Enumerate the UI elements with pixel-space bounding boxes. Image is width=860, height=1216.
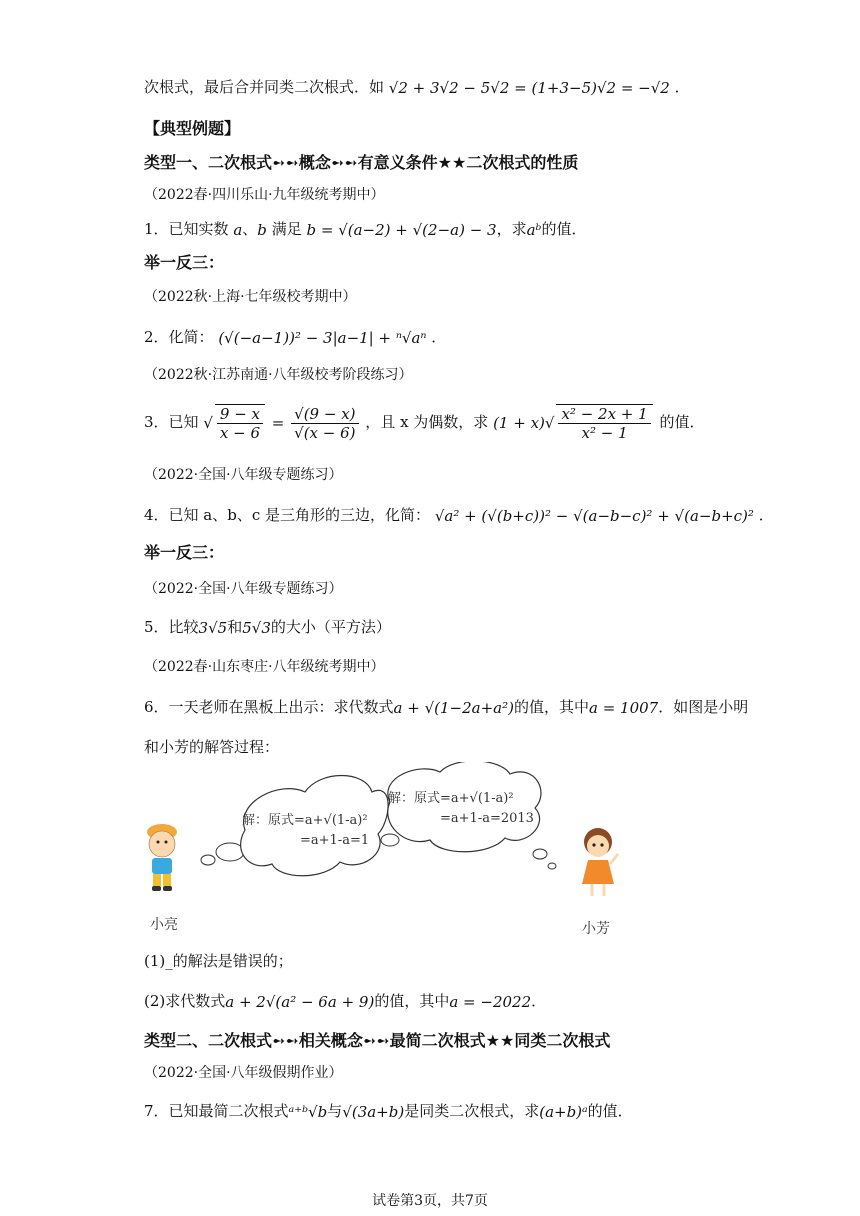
q5-f2: 5√3 xyxy=(242,619,271,637)
q2-end: ． xyxy=(431,328,447,346)
q2-source: （2022秋·上海·七年级校考期中） xyxy=(144,289,357,305)
q7-text-b: 与 xyxy=(327,1102,343,1120)
intro-formula: √2 + 3√2 − 5√2 = (1+3−5)√2 = −√2 xyxy=(388,79,670,97)
intro-text: 次根式，最后合并同类二次根式．如 xyxy=(144,78,385,96)
q4-source: （2022·全国·八年级专题练习） xyxy=(144,467,343,483)
q6-formula: a + √(1−2a+a²) xyxy=(393,699,514,717)
q1-var-b: b xyxy=(257,221,267,239)
q1-text-d: 的值． xyxy=(541,220,587,238)
q5-text-b: 和 xyxy=(227,618,243,636)
q3-rhs-fraction xyxy=(291,405,358,442)
question-6 xyxy=(144,696,748,719)
q1-formula2: aᵇ xyxy=(526,221,542,239)
q7-text-a: 7．已知最简二次根式 xyxy=(144,1102,289,1120)
bubble2-line2: =a+1-a=2013 xyxy=(440,811,534,826)
cloud-bubble-left xyxy=(241,776,389,876)
intro-line xyxy=(144,76,690,99)
practice-heading-1: 举一反三： xyxy=(144,253,225,272)
cloud-bubble-right xyxy=(388,762,541,852)
q5-f1: 3√5 xyxy=(198,619,228,637)
question-3: 3．已知 √ $\frac{9 - x}{x - 6}$ = $\frac{√(9 - x)}{√(x - 6)}$ ，且 x 为偶数，求 (1 + x)√ $\frac{\text{x² − 2x + 1}}{\text{x² − 1}}$ 的值． xyxy=(144,404,705,442)
bubble2-line1: 解：原式=a+√(1-a)² xyxy=(388,791,514,806)
q6-line2: 和小芳的解答过程： xyxy=(144,738,280,756)
q4-text: 4．已知 a、b、c 是三角形的三边，化简： xyxy=(144,506,431,524)
q6-sub1: (1)_的解法是错误的； xyxy=(144,952,293,970)
q6-sub2 xyxy=(144,990,546,1013)
intro-end: ． xyxy=(674,78,690,96)
q1-sep: 、 xyxy=(242,220,258,238)
q1-formula: b = √(a−2) + √(2−a) − 3 xyxy=(306,221,497,239)
q3-source: （2022秋·江苏南通·八年级校考阶段练习） xyxy=(144,367,413,383)
q1-text-b: 满足 xyxy=(271,220,302,238)
q7-f1: ᵃ⁺ᵇ√b xyxy=(288,1103,328,1121)
q6-text-a: 6．一天老师在黑板上出示：求代数式 xyxy=(144,698,394,716)
q6-sub2-text-b: 的值，其中 xyxy=(374,992,450,1010)
q3-rhs-den: √(x − 6) xyxy=(294,423,356,442)
bubble1-line2: =a+1-a=1 xyxy=(300,833,370,848)
bubble1-line1: 解：原式=a+√(1-a)² xyxy=(242,813,368,828)
q7-f3: (a+b)ᵃ xyxy=(539,1103,588,1121)
q3-text-a: 3．已知 xyxy=(144,413,199,431)
q2-text: 2．化简： xyxy=(144,328,214,346)
question-5 xyxy=(144,616,391,639)
type2-title: 类型二、二次根式➻➻相关概念➻➻最简二次根式★★同类二次根式 xyxy=(144,1031,611,1050)
q4-formula: √a² + (√(b+c))² − √(a−b−c)² + √(a−b+c)² xyxy=(434,507,754,525)
name-xiaoliang: 小亮 xyxy=(150,917,178,933)
q1-text-a: 1．已知实数 xyxy=(144,220,229,238)
q5-text-c: 的大小（平方法） xyxy=(270,618,391,636)
q3-q-den: x² − 1 xyxy=(581,424,628,442)
q1-source: （2022春·四川乐山·九年级统考期中） xyxy=(144,187,385,203)
question-4 xyxy=(144,504,774,527)
examples-title: 【典型例题】 xyxy=(144,119,241,138)
question-7 xyxy=(144,1100,633,1123)
q3-quotient xyxy=(556,404,652,442)
q6-cond: a = 1007 xyxy=(589,699,659,717)
q1-var-a: a xyxy=(233,221,243,239)
q3-text-b: ，且 x 为偶数，求 xyxy=(365,413,489,431)
type1-title: 类型一、二次根式➻➻概念➻➻有意义条件★★二次根式的性质 xyxy=(144,153,579,172)
q3-lhs-num: 9 − x xyxy=(217,405,263,424)
q6-text-b: 的值，其中 xyxy=(513,698,589,716)
q3-text-c: 的值． xyxy=(659,413,705,431)
q6-sub2-end: ． xyxy=(531,992,547,1010)
q6-sub2-text-a: (2)求代数式 xyxy=(144,992,226,1010)
q7-text-c: 是同类二次根式，求 xyxy=(404,1102,540,1120)
q1-text-c: ，求 xyxy=(496,220,527,238)
boy-figure xyxy=(147,824,177,891)
q6-source: （2022春·山东枣庄·八年级统考期中） xyxy=(144,659,385,675)
q3-lhs-fraction xyxy=(215,404,265,442)
q3-lhs-den: x − 6 xyxy=(219,424,260,442)
q6-text-c: ．如图是小明 xyxy=(658,698,749,716)
q7-f2: √(3a+b) xyxy=(342,1103,405,1121)
name-xiaofang: 小芳 xyxy=(582,921,610,937)
q4-end: ． xyxy=(758,506,774,524)
practice-heading-2: 举一反三： xyxy=(144,543,225,562)
page-footer: 试卷第3页，共7页 xyxy=(372,1193,488,1209)
q3-q-num: x² − 2x + 1 xyxy=(558,405,650,424)
q3-rhs-num: √(9 − x) xyxy=(291,405,358,424)
q7-text-d: 的值． xyxy=(587,1102,633,1120)
q6-sub2-formula: a + 2√(a² − 6a + 9) xyxy=(225,993,375,1011)
girl-figure xyxy=(582,828,618,896)
q6-sub2-cond: a = −2022 xyxy=(449,993,532,1011)
q2-formula: (√(−a−1))² − 3|a−1| + ⁿ√aⁿ xyxy=(218,329,427,347)
question-1 xyxy=(144,218,587,241)
question-2 xyxy=(144,326,446,349)
q3-factor: (1 + x) xyxy=(493,414,545,432)
q7-source: （2022·全国·八年级假期作业） xyxy=(144,1065,343,1081)
q5-text-a: 5．比较 xyxy=(144,618,199,636)
q6-illustration xyxy=(140,762,660,942)
q5-source: （2022·全国·八年级专题练习） xyxy=(144,581,343,597)
